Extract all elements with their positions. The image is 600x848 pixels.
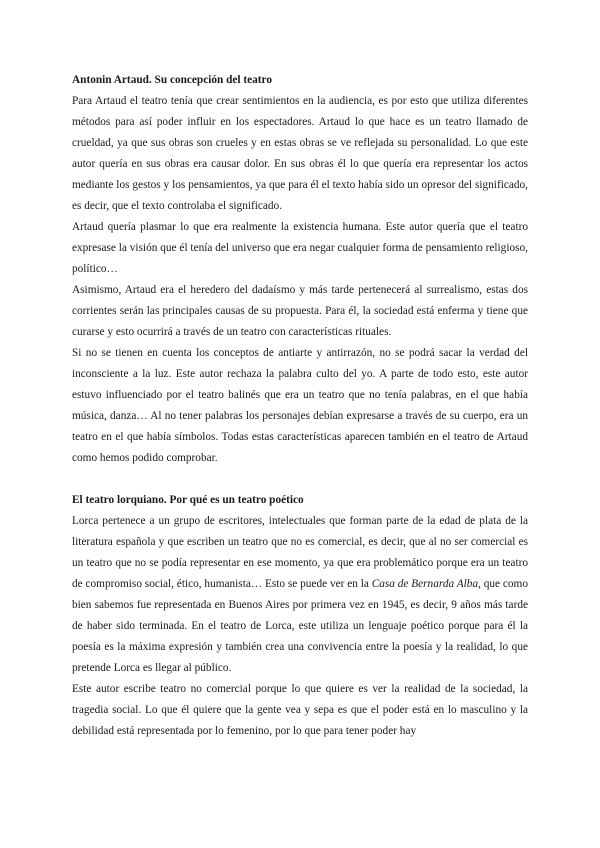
document-body bbox=[72, 70, 528, 742]
paragraph: Artaud quería plasmar lo que era realmente la existencia humana. Este autor quería que el teatro expresase la visión que él tenía del universo que era negar cualquier forma de pensamiento religioso, político… bbox=[72, 221, 528, 275]
paragraph-text: , que como bien sabemos fue representada en Buenos Aires por primera vez en 1945, es decir, 9 años más tarde de haber sido terminada. En el teatro de Lorca, este utiliza un lenguaje poético porque para él la poesía es la máxima expresión y también crea una convivencia entre la poesía y la realidad, lo que pretende Lorca es llegar al público. bbox=[72, 578, 528, 674]
paragraph: Este autor escribe teatro no comercial porque lo que quiere es ver la realidad de la sociedad, la tragedia social. Lo que él quiere que la gente vea y sepa es que el poder está en lo masculino y la debilidad está representada por lo femenino, por lo que para tener poder hay bbox=[72, 683, 528, 737]
paragraph: Asimismo, Artaud era el heredero del dadaísmo y más tarde pertenecerá al surrealismo, estas dos corrientes serán las principales causas de su propuesta. Para él, la sociedad está enferma y tiene que curarse y esto ocurrirá a través de un teatro con características rituales. bbox=[72, 284, 528, 338]
work-title: Casa de Bernarda Alba bbox=[371, 578, 479, 590]
paragraph-text: Lorca pertenece a un grupo de escritores, intelectuales que forman parte de la edad de plata de la literatura española y que escriben un teatro que no es comercial, es decir, que al no ser comercial es un teatro que no se podía representar en ese momento, ya que era problemático porque era un teatro de compromiso social, ético, humanista… Esto se puede ver en la bbox=[72, 515, 528, 590]
paragraph bbox=[72, 511, 528, 679]
section-title-lorca: El teatro lorquiano. Por qué es un teatro poético bbox=[72, 494, 304, 506]
section-spacer bbox=[72, 469, 528, 490]
section-title-artaud: Antonin Artaud. Su concepción del teatro bbox=[72, 74, 273, 86]
paragraph: Si no se tienen en cuenta los conceptos de antiarte y antirrazón, no se podrá sacar la verdad del inconsciente a la luz. Este autor rechaza la palabra culto del yo. A parte de todo esto, este autor estuvo influenciado por el teatro balinés que era un teatro que no tenía palabras, en el que había música, danza… Al no tener palabras los personajes debían expresarse a través de su cuerpo, era un teatro en el que había símbolos. Todas estas características aparecen también en el teatro de Artaud como hemos podido comprobar. bbox=[72, 347, 528, 464]
paragraph: Para Artaud el teatro tenía que crear sentimientos en la audiencia, es por esto que utiliza diferentes métodos para así poder influir en los espectadores. Artaud lo que hace es un teatro llamado de crueldad, ya que sus obras son crueles y en estas obras se ve reflejada su personalidad. Lo que este autor quería en sus obras era causar dolor. En sus obras él lo que quería era representar los actos mediante los gestos y los pensamientos, ya que para él el texto había sido un opresor del significado, es decir, que el texto controlaba el significado. bbox=[72, 95, 528, 212]
